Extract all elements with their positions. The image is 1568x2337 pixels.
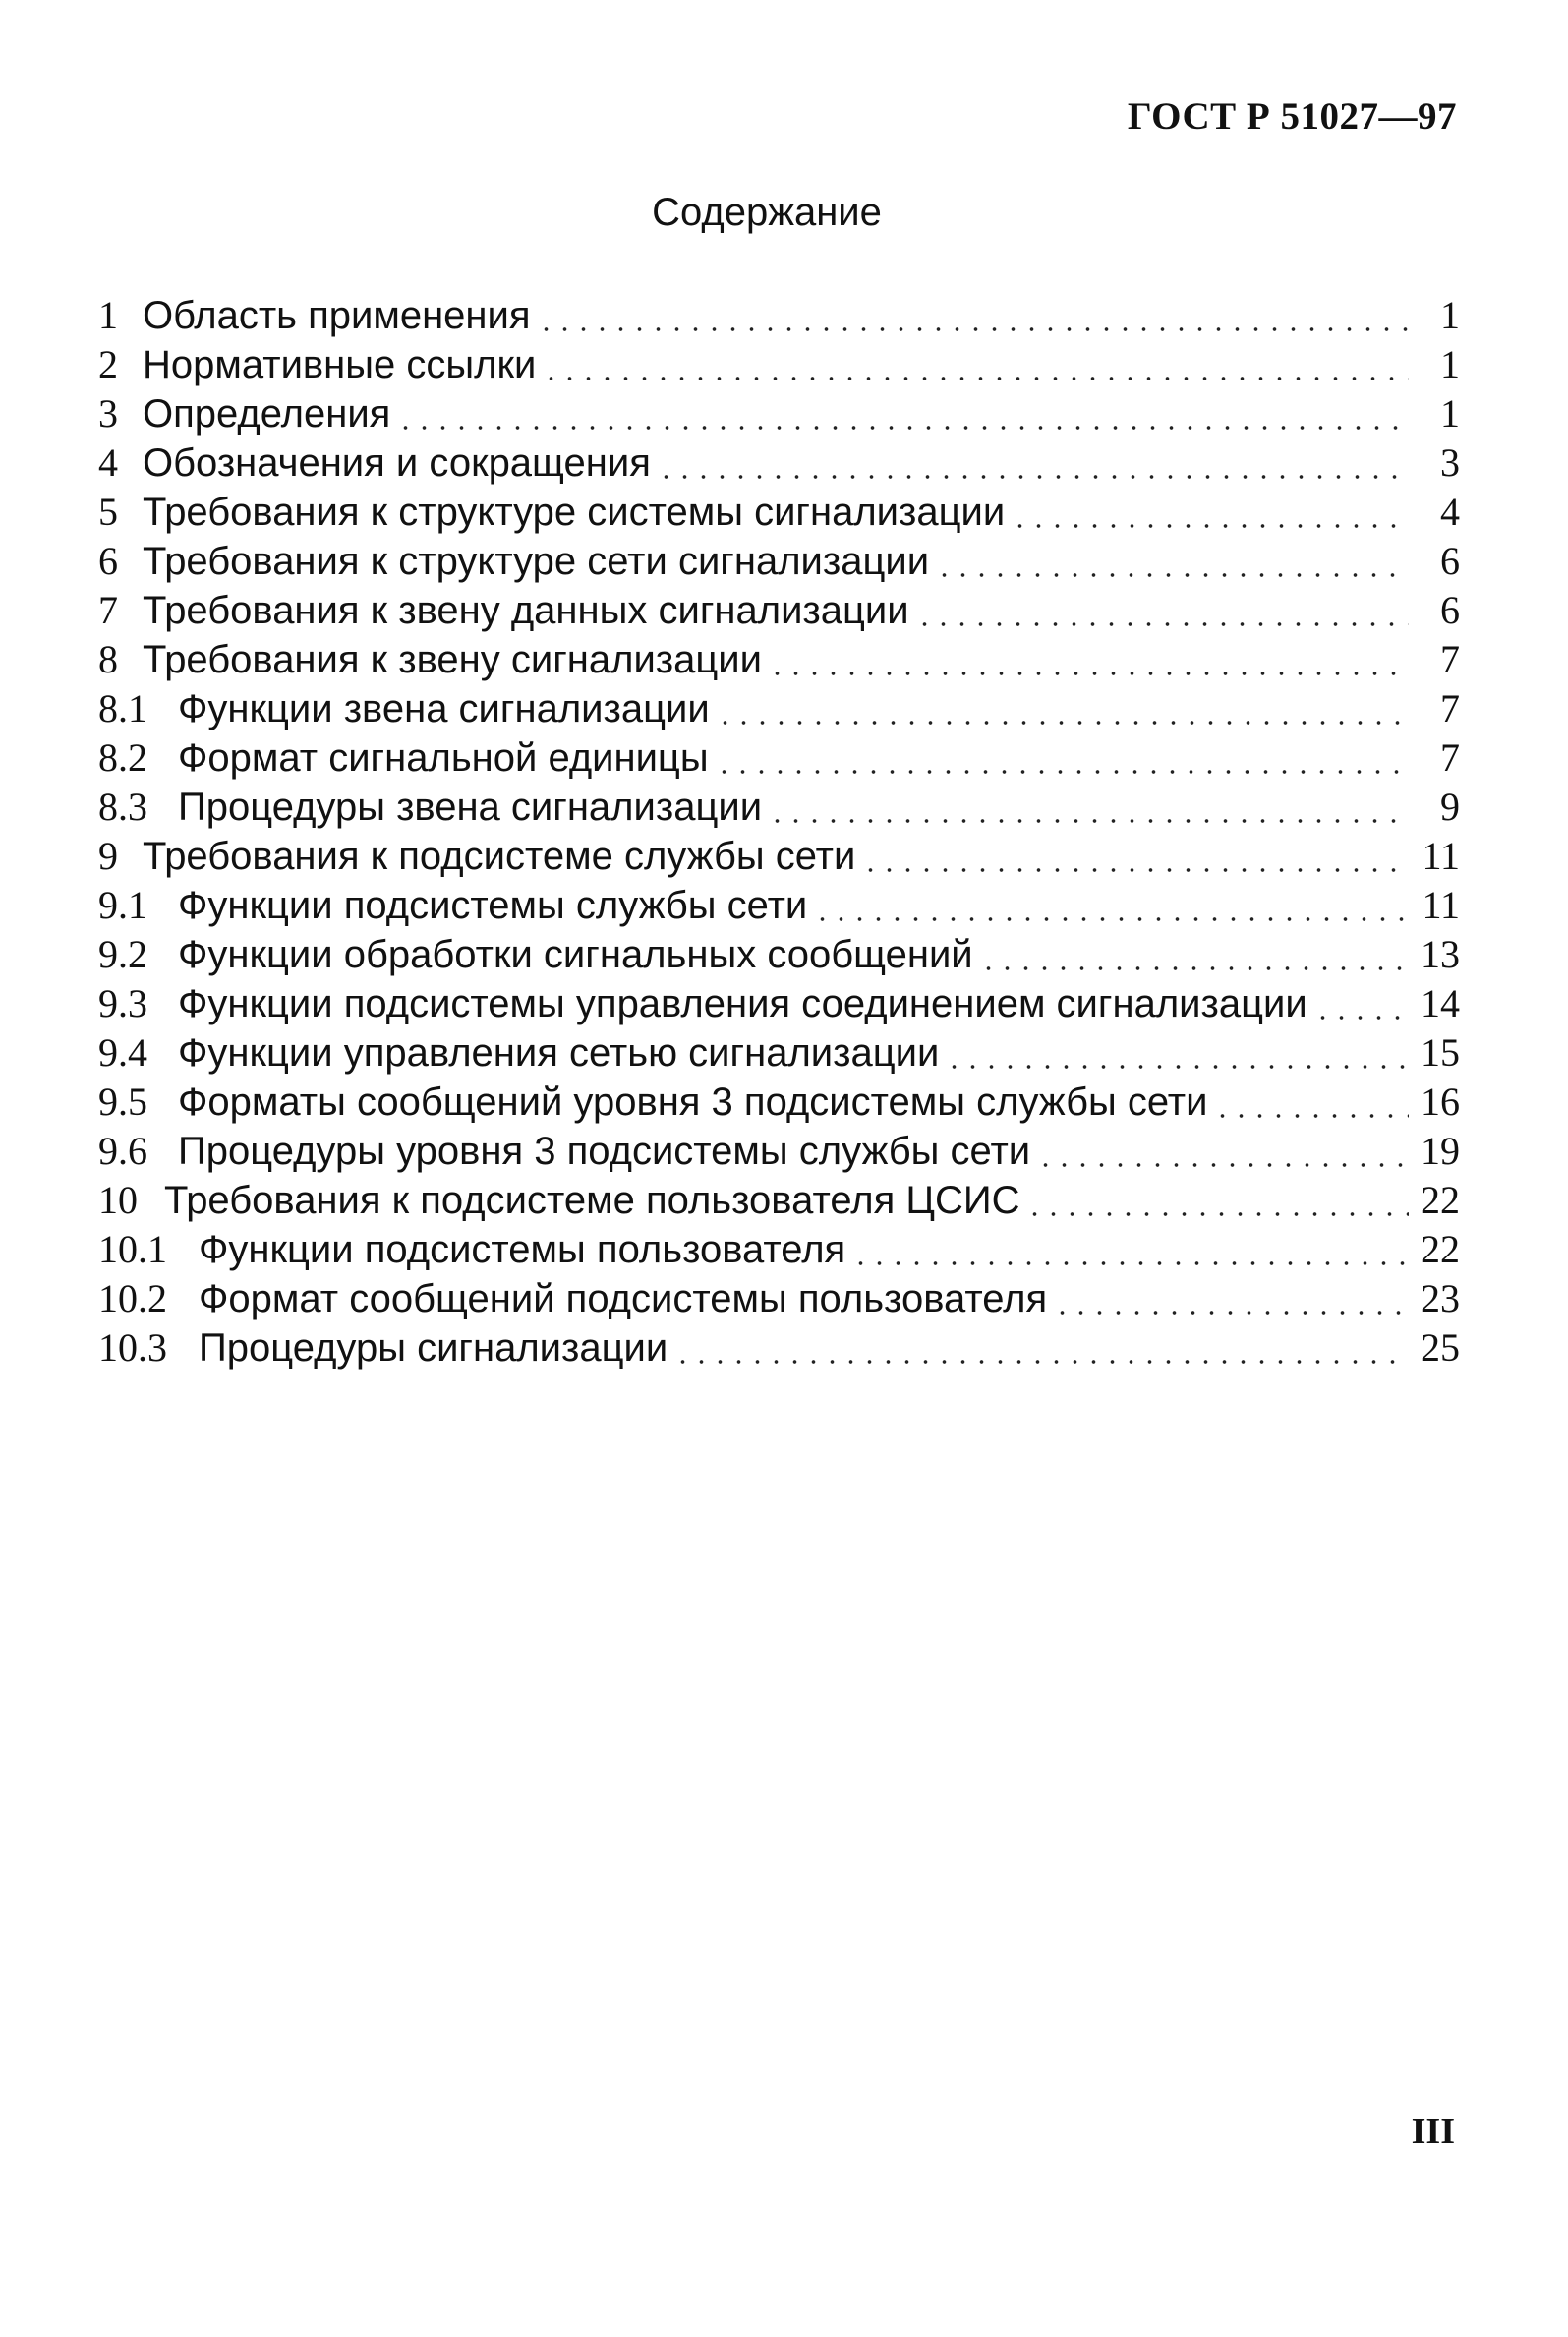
- toc-entry: [98, 537, 1460, 586]
- toc-entry-label: Формат сигнальной единицы: [178, 736, 709, 780]
- toc-entry-page: 7: [1440, 637, 1460, 681]
- dot-leader: [979, 964, 1409, 973]
- toc-entry-number: 10.1: [98, 1227, 167, 1271]
- toc-entry: [98, 340, 1460, 389]
- toc-entry-page: 23: [1421, 1276, 1460, 1320]
- toc-entry-label: Требования к структуре сети сигнализации: [143, 540, 930, 583]
- toc-entry-number: 8.2: [98, 735, 147, 780]
- toc-entry-label: Функции подсистемы службы сети: [178, 884, 808, 927]
- toc-entry: [98, 1028, 1460, 1078]
- toc-entry-page: 1: [1440, 293, 1460, 337]
- page-number: III: [1411, 2111, 1455, 2152]
- toc-entry-page: 22: [1421, 1227, 1460, 1271]
- toc-entry-label: Обозначения и сокращения: [143, 441, 651, 485]
- dot-leader: [716, 718, 1409, 728]
- dot-leader: [1011, 521, 1409, 531]
- toc-entry-number: 1: [98, 293, 118, 337]
- toc-entry-page: 7: [1440, 686, 1460, 730]
- toc-entry-label: Определения: [143, 392, 391, 436]
- toc-entry-number: 6: [98, 539, 118, 583]
- dot-leader: [1025, 1209, 1409, 1219]
- toc-entry: [98, 979, 1460, 1028]
- toc-entry-page: 4: [1440, 490, 1460, 534]
- dot-leader: [1053, 1308, 1409, 1317]
- toc-entry-label: Функции подсистемы пользователя: [199, 1228, 846, 1271]
- toc-entry-number: 9.1: [98, 883, 147, 927]
- toc-entry: [98, 832, 1460, 881]
- toc-entry-page: 6: [1440, 588, 1460, 632]
- toc-entry: [98, 783, 1460, 832]
- toc-entry-label: Процедуры звена сигнализации: [178, 786, 763, 829]
- toc-entry-label: Функции обработки сигнальных сообщений: [178, 933, 973, 976]
- toc-entry-number: 5: [98, 490, 118, 534]
- toc-entry: [98, 586, 1460, 635]
- toc-entry: [98, 488, 1460, 537]
- toc-entry: [98, 930, 1460, 979]
- dot-leader: [542, 374, 1409, 383]
- toc-entry: [98, 1127, 1460, 1176]
- toc-entry-label: Формат сообщений подсистемы пользователя: [199, 1277, 1048, 1320]
- dot-leader: [945, 1062, 1409, 1072]
- toc-entry-number: 9: [98, 834, 118, 878]
- toc-entry-label: Требования к звену данных сигнализации: [143, 589, 909, 632]
- toc-entry-label: Функции управления сетью сигнализации: [178, 1031, 940, 1075]
- dot-leader: [861, 865, 1409, 875]
- toc-entry: [98, 1274, 1460, 1323]
- dot-leader: [1036, 1160, 1409, 1170]
- dot-leader: [935, 570, 1409, 580]
- toc-entry-page: 11: [1422, 834, 1460, 878]
- toc-entry-label: Требования к звену сигнализации: [143, 638, 762, 681]
- dot-leader: [915, 619, 1409, 629]
- toc-entry-page: 3: [1440, 440, 1460, 485]
- toc-entry: [98, 1176, 1460, 1225]
- toc-entry-number: 4: [98, 440, 118, 485]
- toc-entry: [98, 1225, 1460, 1274]
- toc-entry-label: Область применения: [143, 294, 531, 337]
- toc-entry-number: 9.5: [98, 1080, 147, 1124]
- toc-entry-page: 13: [1421, 932, 1460, 976]
- toc-entry-number: 9.4: [98, 1030, 147, 1075]
- toc-entry-page: 7: [1440, 735, 1460, 780]
- toc-entry-label: Процедуры уровня 3 подсистемы службы сети: [178, 1130, 1031, 1173]
- toc-entry-page: 14: [1421, 981, 1460, 1025]
- toc-entry-number: 10.2: [98, 1276, 167, 1320]
- toc-entry: [98, 1323, 1460, 1373]
- toc-entry-label: Функции звена сигнализации: [178, 687, 710, 730]
- toc-entry: [98, 733, 1460, 783]
- toc-entry-page: 19: [1421, 1129, 1460, 1173]
- dot-leader: [813, 914, 1409, 924]
- toc-entry-page: 6: [1440, 539, 1460, 583]
- toc-entry: [98, 389, 1460, 438]
- toc-entry: [98, 881, 1460, 930]
- dot-leader: [851, 1258, 1409, 1268]
- toc-entry-number: 9.6: [98, 1129, 147, 1173]
- toc-entry: [98, 635, 1460, 684]
- toc-entry-number: 8.1: [98, 686, 147, 730]
- dot-leader: [1213, 1111, 1409, 1121]
- toc-entry-page: 9: [1440, 785, 1460, 829]
- toc-entry-number: 10.3: [98, 1325, 167, 1370]
- toc-entry-number: 9.2: [98, 932, 147, 976]
- dot-leader: [1313, 1013, 1409, 1022]
- dot-leader: [715, 767, 1409, 777]
- dot-leader: [396, 423, 1409, 433]
- toc-entry-label: Требования к подсистеме пользователя ЦСИС: [164, 1179, 1020, 1222]
- toc-entry-page: 16: [1421, 1080, 1460, 1124]
- toc-entry: [98, 1078, 1460, 1127]
- toc-entry-number: 8.3: [98, 785, 147, 829]
- toc-entry-label: Функции подсистемы управления соединением сигнализации: [178, 982, 1307, 1025]
- toc-entry: [98, 684, 1460, 733]
- toc-entry-page: 22: [1421, 1178, 1460, 1222]
- toc-entry: [98, 438, 1460, 488]
- toc-entry: [98, 291, 1460, 340]
- toc-entry-number: 2: [98, 342, 118, 386]
- dot-leader: [673, 1357, 1409, 1367]
- document-code: ГОСТ Р 51027—97: [1127, 95, 1457, 138]
- table-of-contents: [98, 291, 1460, 1373]
- dot-leader: [768, 816, 1409, 826]
- toc-entry-number: 8: [98, 637, 118, 681]
- toc-entry-page: 1: [1440, 342, 1460, 386]
- toc-entry-page: 1: [1440, 391, 1460, 436]
- toc-title: Содержание: [652, 191, 882, 234]
- toc-entry-page: 25: [1421, 1325, 1460, 1370]
- toc-entry-label: Нормативные ссылки: [143, 343, 537, 386]
- toc-entry-label: Процедуры сигнализации: [199, 1326, 668, 1370]
- toc-entry-number: 9.3: [98, 981, 147, 1025]
- toc-entry-label: Форматы сообщений уровня 3 подсистемы службы сети: [178, 1081, 1208, 1124]
- toc-entry-page: 11: [1422, 883, 1460, 927]
- dot-leader: [537, 324, 1409, 334]
- toc-entry-page: 15: [1421, 1030, 1460, 1075]
- toc-entry-number: 3: [98, 391, 118, 436]
- toc-entry-label: Требования к подсистеме службы сети: [143, 835, 856, 878]
- toc-entry-number: 7: [98, 588, 118, 632]
- dot-leader: [657, 472, 1409, 482]
- toc-entry-number: 10: [98, 1178, 138, 1222]
- dot-leader: [768, 669, 1409, 678]
- toc-entry-label: Требования к структуре системы сигнализации: [143, 491, 1006, 534]
